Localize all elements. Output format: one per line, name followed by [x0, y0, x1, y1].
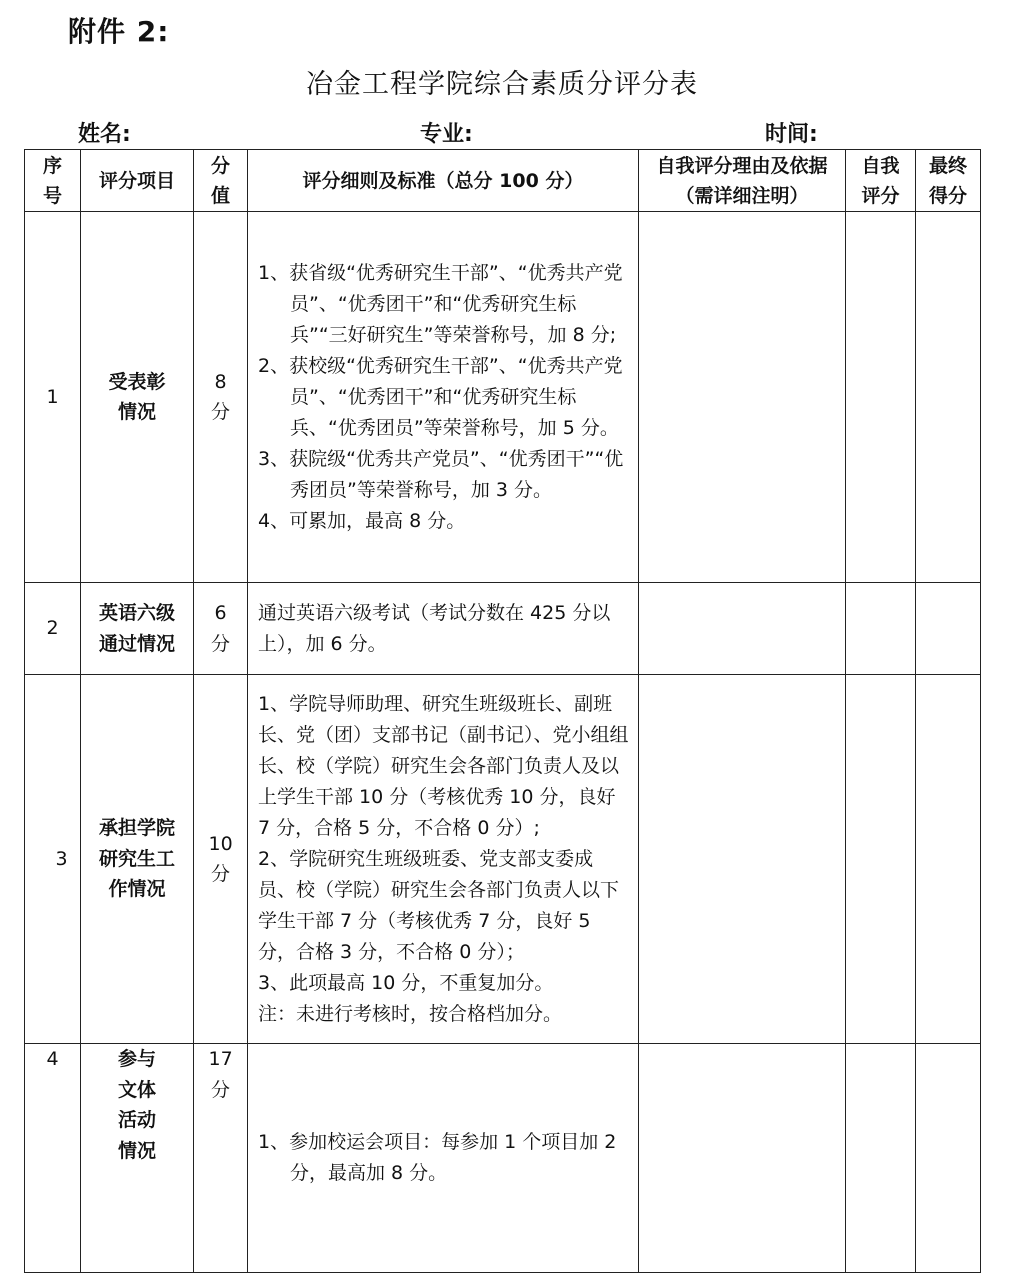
- attachment-label: 附件 2:: [68, 15, 170, 48]
- table-row: [25, 212, 981, 583]
- row-index: 3: [25, 675, 81, 1044]
- rule-line: 4、可累加，最高 8 分。: [258, 509, 466, 532]
- score-table: [24, 149, 981, 1273]
- row-index: 1: [25, 212, 81, 583]
- form-title: 冶金工程学院综合素质分评分表: [306, 69, 698, 100]
- row-item: 受表彰情况: [81, 212, 194, 583]
- self-reason-cell[interactable]: [639, 1044, 846, 1273]
- rule-line: 1、学院导师助理、研究生班级班长、副班长、党（团）支部书记（副书记）、党小组组长、校（学院）研究生会各部门负责人及以上学生干部 10 分（考核优秀 10 分，良好 7 分，合格 5 分，不合格 0 分）;: [258, 692, 629, 839]
- major-label: 专业:: [420, 122, 473, 147]
- self-reason-cell[interactable]: [639, 675, 846, 1044]
- rule-line: 通过英语六级考试（考试分数在 425 分以上），加 6 分。: [258, 601, 611, 655]
- self-reason-cell[interactable]: [639, 212, 846, 583]
- row-index: 2: [25, 583, 81, 675]
- header-reason: 自我评分理由及依据（需详细注明）: [639, 150, 846, 212]
- rule-line: 2、学院研究生班级班委、党支部支委成员、校（学院）研究生会各部门负责人以下学生干部 7 分（考核优秀 7 分，良好 5 分，合格 3 分，不合格 0 分）；: [258, 847, 620, 963]
- header-index: 序号: [25, 150, 81, 212]
- row-index: 4: [25, 1044, 81, 1273]
- table-row: [25, 675, 981, 1044]
- final-score-cell[interactable]: [916, 675, 981, 1044]
- row-rules: [248, 583, 639, 675]
- header-final-score: 最终得分: [916, 150, 981, 212]
- self-reason-cell[interactable]: [639, 583, 846, 675]
- header-self-score: 自我评分: [846, 150, 916, 212]
- final-score-cell[interactable]: [916, 212, 981, 583]
- rule-line: 3、此项最高 10 分，不重复加分。: [258, 971, 554, 994]
- row-score: 6分: [194, 583, 248, 675]
- self-score-cell[interactable]: [846, 583, 916, 675]
- table-row: [25, 583, 981, 675]
- rule-line: 1、获省级“优秀研究生干部”、“优秀共产党员”、“优秀团干”和“优秀研究生标兵”“三好研究生”等荣誉称号，加 8 分;: [258, 261, 623, 346]
- name-label: 姓名:: [78, 122, 131, 147]
- row-score: 17分: [194, 1044, 248, 1273]
- row-item: 参与文体活动情况: [81, 1044, 194, 1273]
- self-score-cell[interactable]: [846, 1044, 916, 1273]
- row-rules: [248, 1044, 639, 1273]
- header-item: 评分项目: [81, 150, 194, 212]
- table-row: [25, 1044, 981, 1273]
- time-label: 时间:: [765, 122, 818, 147]
- row-item: 承担学院研究生工作情况: [81, 675, 194, 1044]
- row-item: 英语六级通过情况: [81, 583, 194, 675]
- header-rules: 评分细则及标准（总分 100 分）: [248, 150, 639, 212]
- rule-line: 3、获院级“优秀共产党员”、“优秀团干”“优秀团员”等荣誉称号，加 3 分。: [258, 447, 624, 501]
- rule-line: 2、获校级“优秀研究生干部”、“优秀共产党员”、“优秀团干”和“优秀研究生标兵、“优秀团员”等荣誉称号，加 5 分。: [258, 354, 623, 439]
- rule-line: 注：未进行考核时，按合格档加分。: [258, 1002, 563, 1025]
- final-score-cell[interactable]: [916, 1044, 981, 1273]
- row-score: 10分: [194, 675, 248, 1044]
- final-score-cell[interactable]: [916, 583, 981, 675]
- rule-line: 1、参加校运会项目：每参加 1 个项目加 2 分，最高加 8 分。: [258, 1131, 617, 1184]
- self-score-cell[interactable]: [846, 675, 916, 1044]
- row-rules: [248, 675, 639, 1044]
- table-header-row: [25, 150, 981, 212]
- header-score: 分值: [194, 150, 248, 212]
- self-score-cell[interactable]: [846, 212, 916, 583]
- row-score: 8分: [194, 212, 248, 583]
- row-rules: [248, 212, 639, 583]
